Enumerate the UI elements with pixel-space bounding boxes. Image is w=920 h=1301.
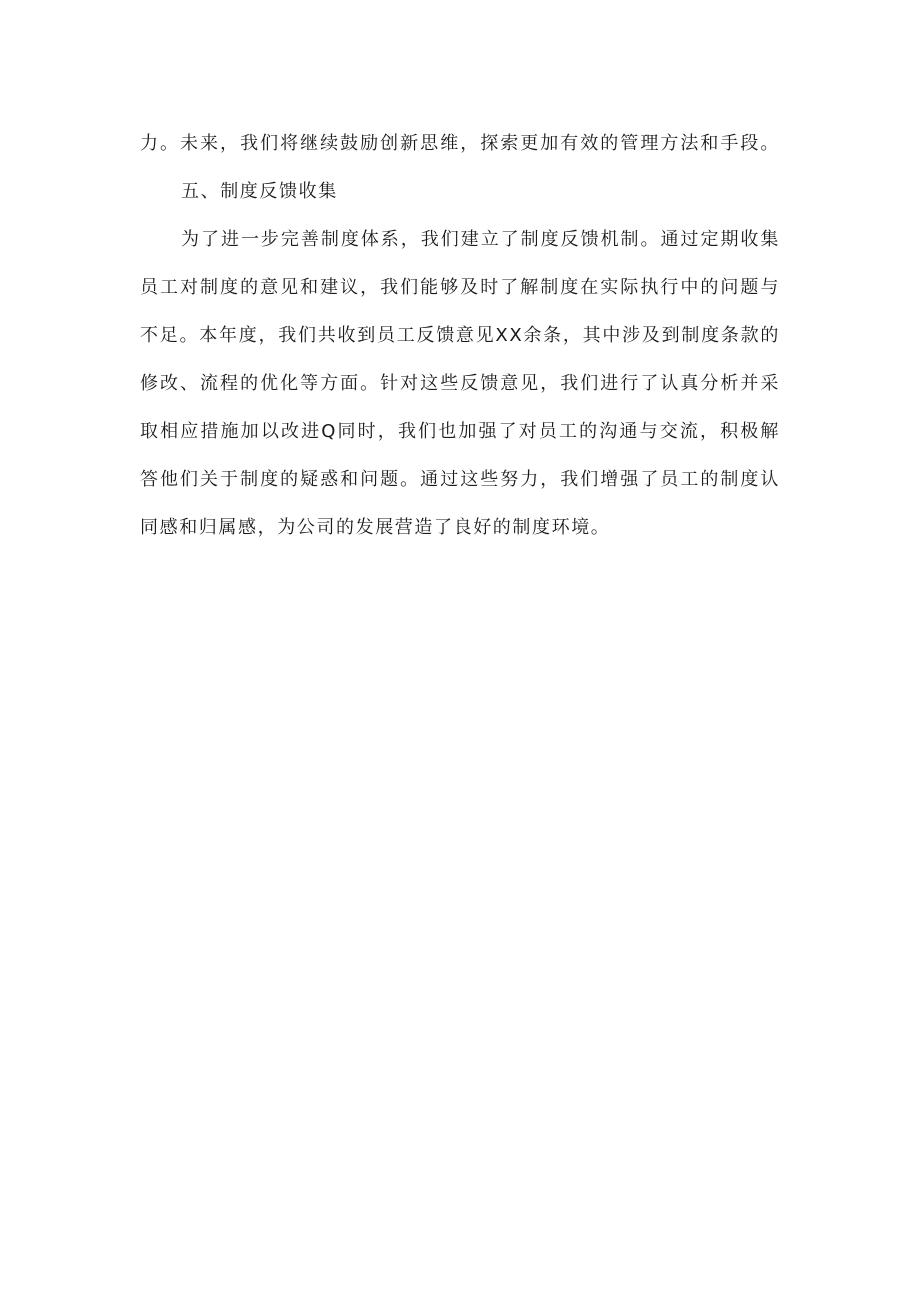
paragraph-continuation-line: 力。未来，我们将继续鼓励创新思维，探索更加有效的管理方法和手段。 — [140, 133, 780, 154]
paragraph-line: 答他们关于制度的疑惑和问题。通过这些努力，我们增强了员工的制度认 — [140, 469, 780, 490]
section-heading: 五、制度反馈收集 — [181, 181, 338, 202]
paragraph-line: 员工对制度的意见和建议，我们能够及时了解制度在实际执行中的问题与 — [140, 277, 780, 298]
paragraph-last-line: 同感和归属感，为公司的发展营造了良好的制度环境。 — [140, 517, 611, 538]
paragraph-line: 为了进一步完善制度体系，我们建立了制度反馈机制。通过定期收集 — [181, 229, 780, 250]
paragraph-line: 取相应措施加以改进Q同时，我们也加强了对员工的沟通与交流，积极解 — [140, 421, 780, 442]
paragraph-line: 修改、流程的优化等方面。针对这些反馈意见，我们进行了认真分析并采 — [140, 373, 780, 394]
paragraph-line: 不足。本年度，我们共收到员工反馈意见XX余条，其中涉及到制度条款的 — [140, 325, 780, 346]
